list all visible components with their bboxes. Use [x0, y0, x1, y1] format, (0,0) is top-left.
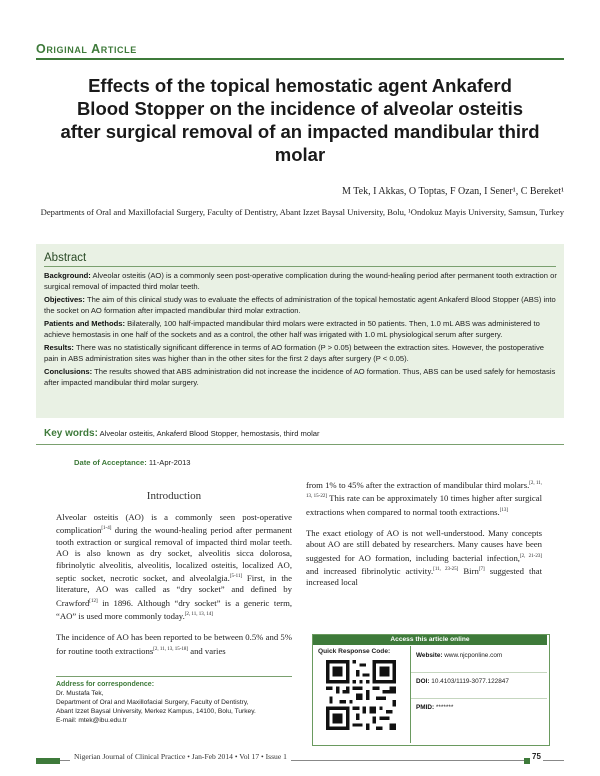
abstract-background: Background: Alveolar osteitis (AO) is a commonly seen post-operative complication during the wound-healing period after permanent tooth extraction or surgical removal of impacted third molar teeth.	[44, 271, 557, 291]
qr-label: Quick Response Code:	[318, 648, 391, 655]
doi-row[interactable]: DOI: 10.4103/1119-3077.122847	[416, 678, 509, 685]
affiliation: Departments of Oral and Maxillofacial Surgery, Faculty of Dentistry, Abant Izzet Baysal University, Bolu, ¹Ondokuz Mayis University, Samsun, Turkey	[40, 207, 564, 217]
correspondence-addr: Abant Izzet Baysal University, Merkez Kampus, 14100, Bolu, Turkey.	[56, 708, 256, 715]
abstract-methods: Patients and Methods: Bilaterally, 100 half-impacted mandibular third molars were extracted in 50 patients. Then, 1.0 mL ABS was administered to achieve hemostasis in one half of the sockets and as a control, the other half was irrigated with 1.0 mL physiological serum after surgery.	[44, 319, 540, 339]
correspondence-address	[56, 680, 292, 725]
correspondence-label: Address for correspondence:	[56, 681, 155, 688]
keywords-label: Key words:	[44, 428, 98, 439]
keywords	[44, 428, 558, 439]
left-column	[56, 478, 292, 667]
pmid-row: PMID: *******	[416, 704, 454, 711]
access-divider	[410, 646, 411, 743]
header-rule	[36, 58, 564, 60]
keywords-text: Alveolar osteitis, Ankaferd Blood Stopper, hemostasis, third molar	[99, 429, 320, 438]
author-list: M Tek, I Akkas, O Toptas, F Ozan, I Sener¹, C Bereket¹	[342, 186, 564, 197]
abstract-heading: Abstract	[44, 252, 87, 264]
introduction-heading: Introduction	[146, 490, 202, 502]
keywords-rule	[36, 444, 564, 445]
journal-footer: Nigerian Journal of Clinical Practice • Jan-Feb 2014 • Vol 17 • Issue 1	[70, 752, 291, 761]
correspondence-email[interactable]: E-mail: mtek@ibu.edu.tr	[56, 717, 127, 724]
website-row[interactable]: Website: www.njcponline.com	[416, 652, 503, 659]
access-rule-2	[411, 698, 547, 699]
intro-paragraph-3: from 1% to 45% after the extraction of mandibular third molars.[2, 11, 13, 15-22] This rate can be approximately 10 times higher after surgical extractions when compared to normal tooth extractions.[13]	[306, 479, 543, 517]
section-label: Original Article	[36, 42, 137, 56]
page-number: 75	[532, 752, 541, 761]
abstract-results: Results: There was no statistically significant difference in terms of AO formation (P > 0.05) between the extraction sites. However, the postoperative pain in ABS administration sites was higher than in the other sites for the first 2 days after surgery (P < 0.05).	[44, 343, 544, 363]
correspondence-rule	[56, 676, 292, 677]
intro-paragraph-4: The exact etiology of AO is not well-understood. Many concepts about AO are still debated by researchers. Many causes have been suggested for AO formation, including bacterial infection,[2, 21-23] and increased fibrinolytic activity.[11, 23-25] Birn[7] suggested that increased local	[306, 527, 543, 588]
date-of-acceptance: Date of Acceptance: 11-Apr-2013	[74, 458, 191, 467]
abstract-body	[44, 270, 558, 390]
footer-marker	[36, 758, 60, 764]
intro-paragraph-2: The incidence of AO has been reported to be between 0.5% and 5% for routine tooth extractions[2, 11, 13, 15-18] and varies	[56, 632, 292, 656]
article-title: Effects of the topical hemostatic agent Ankaferd Blood Stopper on the incidence of alveolar osteitis after surgical removal of an impacted mandibular third molar	[60, 75, 540, 165]
abstract-objectives: Objectives: The aim of this clinical study was to evaluate the effects of administration of the topical hemostatic agent Ankaferd Blood Stopper (ABS) into the socket on AO formation after impacted mandibular third molar extraction.	[44, 295, 556, 315]
abstract-rule	[44, 266, 556, 267]
abstract-conclusions: Conclusions: The results showed that ABS administration did not increase the incidence of AO formation. Thus, ABS can be used safely for hemostasis after impacted mandibular third molar surgery.	[44, 367, 556, 387]
correspondence-name: Dr. Mustafa Tek,	[56, 690, 104, 697]
access-heading: Access this article online	[313, 635, 547, 645]
right-column	[306, 478, 542, 599]
intro-paragraph-1: Alveolar osteitis (AO) is a commonly seen post-operative complication[1-4] during the wound-healing period after permanent tooth extraction or surgical removal of impacted third molar teeth. AO is also known as dry socket, alveolitis sicca dolorosa, fibrinolytic alveolitis, alveolitis, localized osteitis, localized AO, septic socket, necrotic socket, and alveolalgia.[5-11] First, in the literature, AO was called as “dry socket” and defined by Crawford[12] in 1896. Although “dry socket” is a generic term, “AO” is used more commonly today.[2, 11, 13, 14]	[56, 512, 293, 621]
qr-code-icon[interactable]	[326, 660, 396, 730]
correspondence-dept: Department of Oral and Maxillofacial Surgery, Faculty of Dentistry,	[56, 699, 249, 706]
access-rule-1	[411, 672, 547, 673]
